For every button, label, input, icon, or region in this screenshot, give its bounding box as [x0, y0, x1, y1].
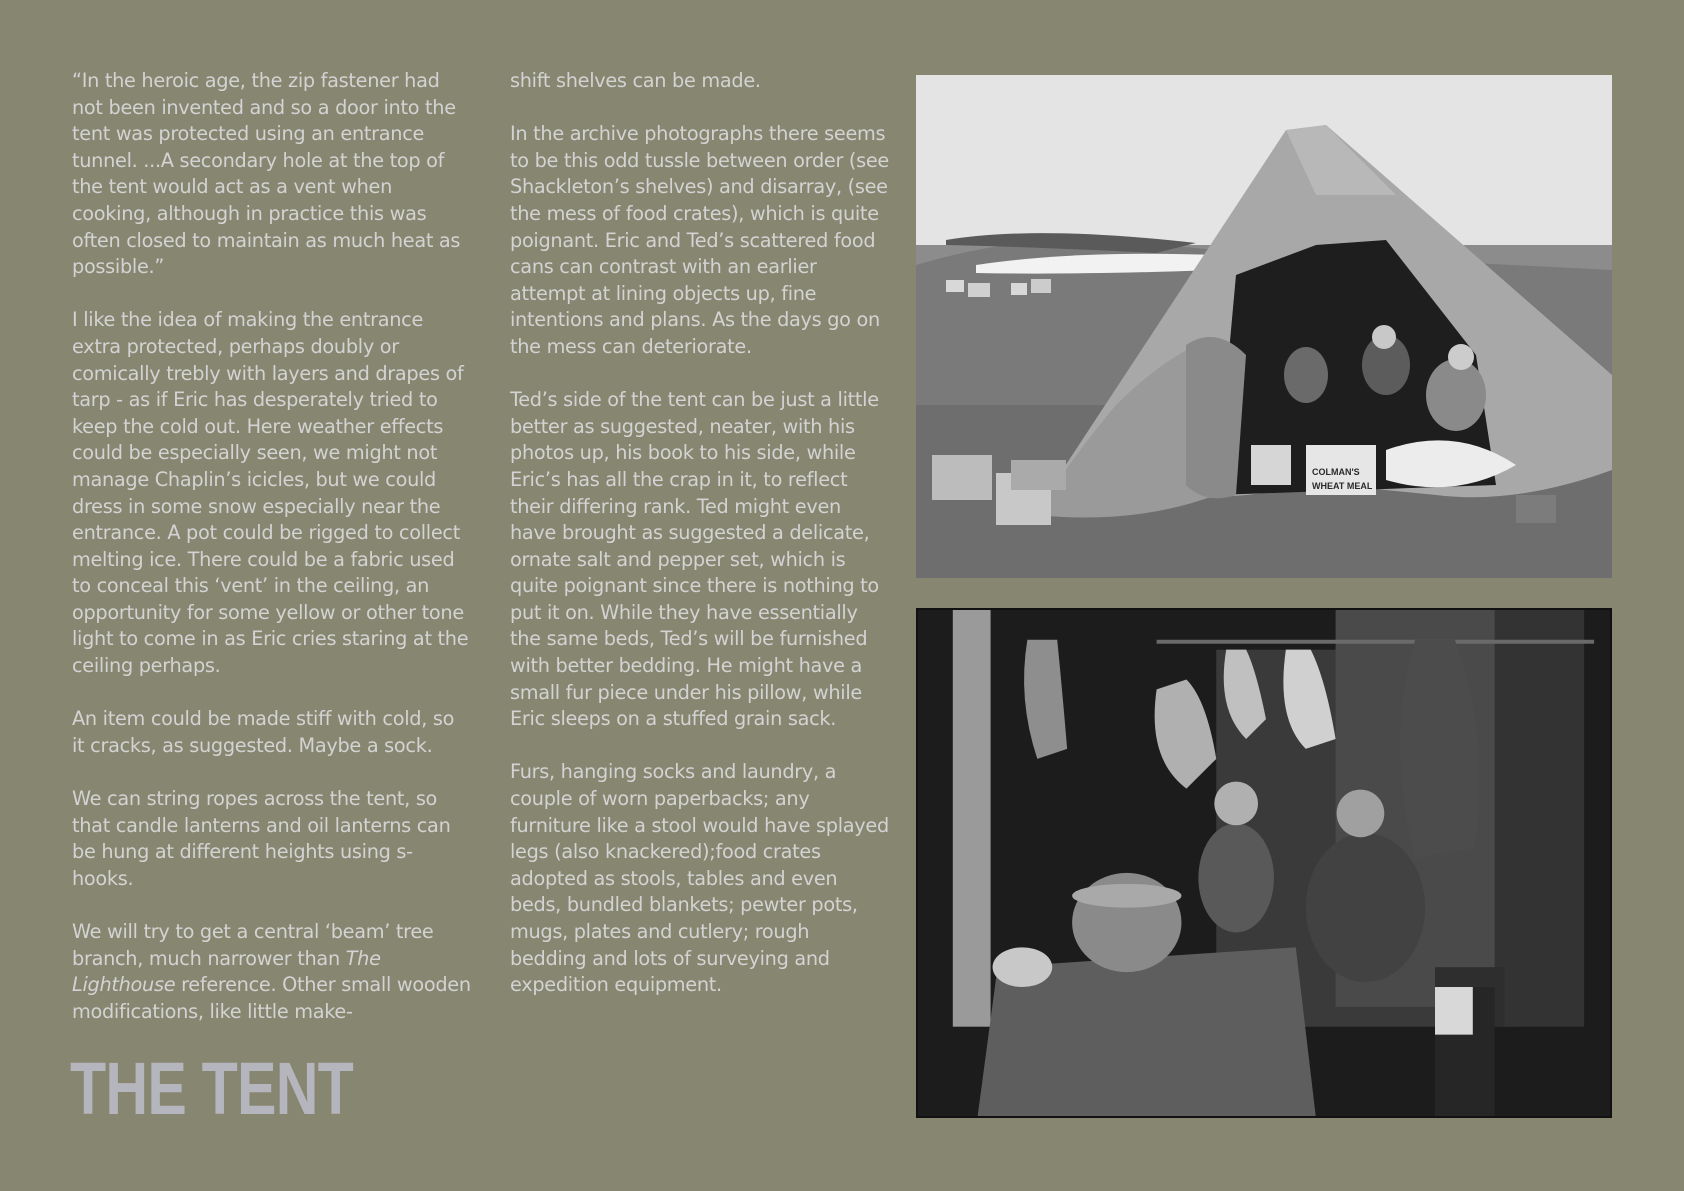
tent-photo — [916, 75, 1612, 578]
paragraph-entrance: I like the idea of making the entrance extra protected, perhaps doubly or comically trebly with layers and drapes of tarp - as if Eric has desperately tried to keep the cold out. Here weather effects could be especially seen, we might not manage Chaplin’s icicles, but we could dress in some snow especially near the entrance. A pot could be rigged to collect melting ice. There could be a fabric used to conceal this ‘vent’ in the ceiling, an opportunity for some yellow or other tone light to come in as Eric cries staring at the ceiling perhaps. — [72, 308, 469, 678]
quote-paragraph: “In the heroic age, the zip fastener had not been invented and so a door into the tent was protected using an entrance tunnel. ...A secondary hole at the top of the tent would act as a vent when cooking, although in practice this was often closed to maintain as much heat as possible.” — [72, 69, 461, 279]
paragraph-teds-side: Ted’s side of the tent can be just a little better as suggested, neater, with his photos up, his book to his side, while Eric’s has all the crap in it, to reflect their differing rank. Ted might even have brought as suggested a delicate, ornate salt and pepper set, which is quite poignant since there is nothing to put it on. While they have essentially the same beds, Ted’s will be furnished with better bedding. He might have a small fur piece under his pillow, while Eric sleeps on a stuffed grain sack. — [510, 388, 879, 731]
text-column-left — [72, 68, 472, 1052]
paragraph-beam-text-1: We will try to get a central ‘beam’ tree branch, much narrower than — [72, 920, 434, 970]
paragraph-archive: In the archive photographs there seems to be this odd tussle between order (see Shackleton’s shelves) and disarray, (see the mess of food crates), which is quite poignant. Eric and Ted’s scattered food cans can contrast with an earlier attempt at lining objects up, fine intentions and plans. As the days go on the mess can deteriorate. — [510, 122, 889, 358]
paragraph-ropes: We can string ropes across the tent, so that candle lanterns and oil lanterns can be hung at different heights using s-hooks. — [72, 787, 451, 890]
lighthouse-reference: The Lighthouse — [72, 946, 381, 997]
paragraph-beam-text-2: reference. Other small wooden modifications, like little make- — [72, 973, 471, 1023]
paragraph-shelves: shift shelves can be made. — [510, 69, 761, 92]
hut-interior-photo — [916, 608, 1612, 1118]
paragraph-beam — [72, 919, 472, 1025]
crate-label-colmans: COLMAN'S — [1312, 467, 1360, 477]
text-column-middle — [510, 68, 890, 1025]
hut-photo-illustration — [918, 610, 1610, 1116]
crate-label-wheat-meal: WHEAT MEAL — [1312, 481, 1373, 491]
paragraph-sock: An item could be made stiff with cold, so it cracks, as suggested. Maybe a sock. — [72, 707, 455, 757]
tent-photo-illustration — [916, 75, 1612, 578]
paragraph-props: Furs, hanging socks and laundry, a couple of worn paperbacks; any furniture like a stool would have splayed legs (also knackered);food crates adopted as stools, tables and even beds, bundled blankets; pewter pots, mugs, plates and cutlery; rough bedding and lots of surveying and expedition equipment. — [510, 760, 889, 997]
page-title: THE TENT — [70, 1047, 354, 1130]
